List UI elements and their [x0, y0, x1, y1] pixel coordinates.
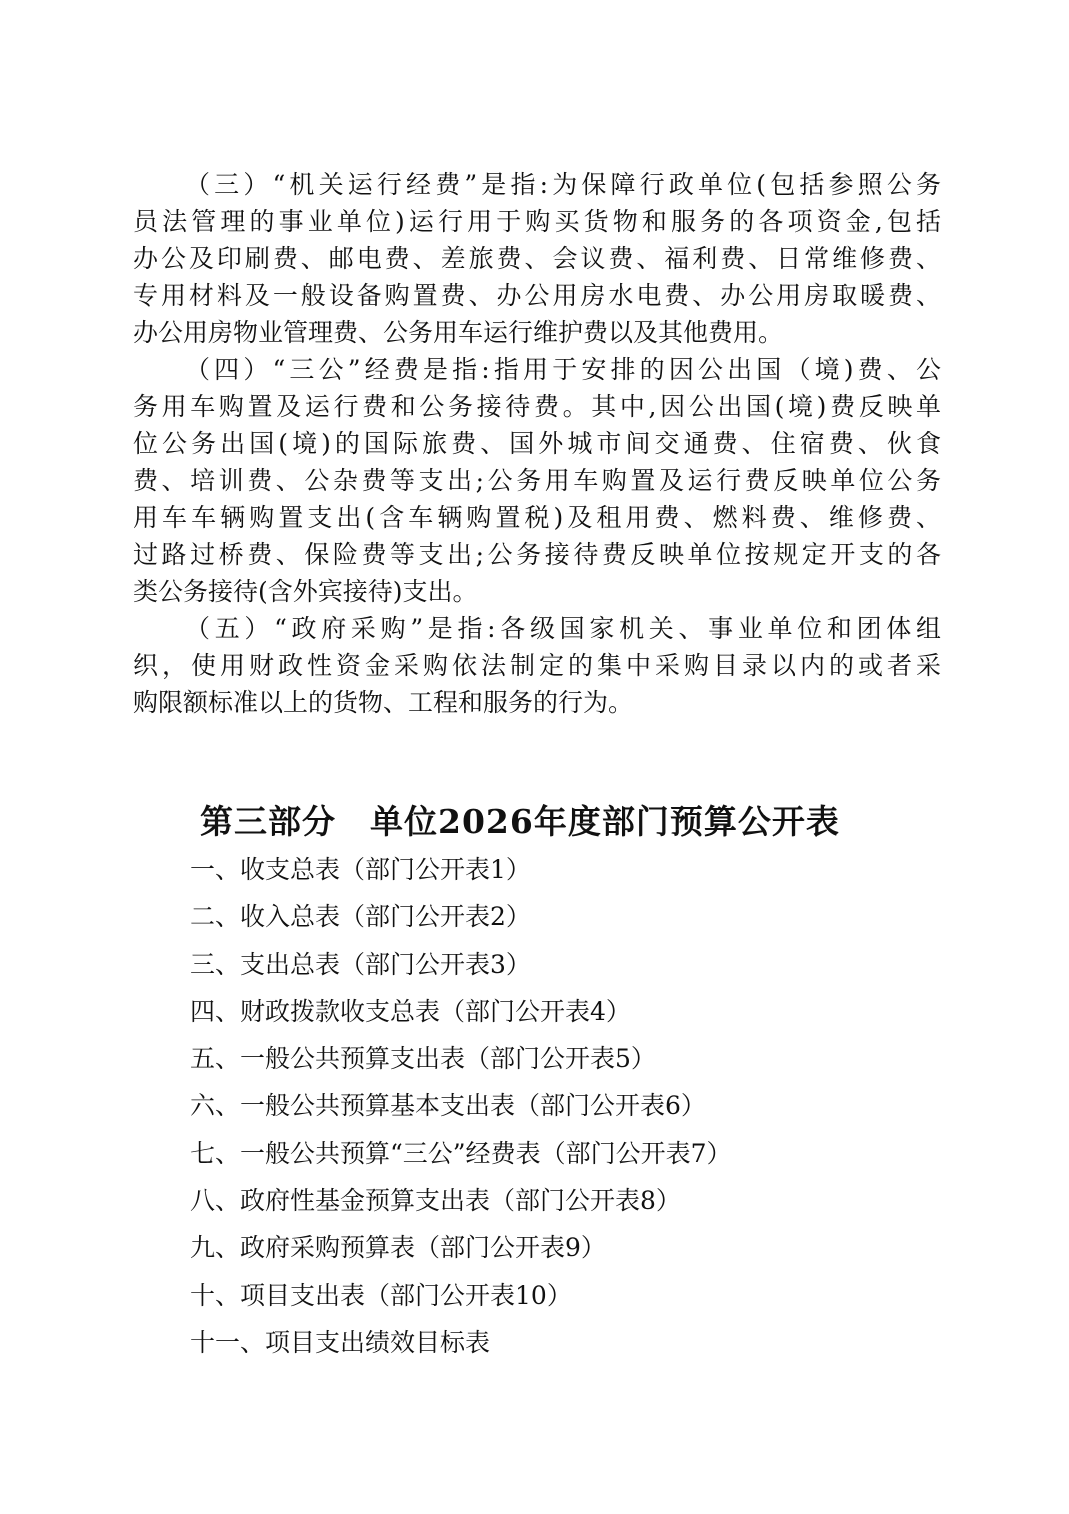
list-item: 七、一般公共预算“三公”经费表（部门公开表7） — [190, 1138, 732, 1168]
paragraph-line: 位公务出国(境)的国际旅费、国外城市间交通费、住宿费、伙食 — [133, 429, 941, 458]
list-item: 四、财政拨款收支总表（部门公开表4） — [190, 996, 631, 1026]
list-item: 十、项目支出表（部门公开表10） — [190, 1280, 572, 1310]
paragraph-line: 专用材料及一般设备购置费、办公用房水电费、办公用房取暖费、 — [133, 281, 941, 310]
paragraph-line: 购限额标准以上的货物、工程和服务的行为。 — [133, 688, 634, 717]
paragraph-line: （三）“机关运行经费”是指:为保障行政单位(包括参照公务 — [185, 170, 941, 199]
list-item: 二、收入总表（部门公开表2） — [190, 902, 531, 932]
paragraph-line: 办公用房物业管理费、公务用车运行维护费以及其他费用。 — [133, 318, 784, 347]
paragraph-line: 用车车辆购置支出(含车辆购置税)及租用费、燃料费、维修费、 — [133, 503, 941, 532]
paragraph-line: 办公及印刷费、邮电费、差旅费、会议费、福利费、日常维修费、 — [133, 244, 941, 273]
paragraph-line: （五）“政府采购”是指:各级国家机关、事业单位和团体组 — [185, 614, 941, 643]
table-list — [190, 846, 731, 1366]
list-item: 八、政府性基金预算支出表（部门公开表8） — [190, 1186, 681, 1216]
paragraph-line: 织，使用财政性资金采购依法制定的集中采购目录以内的或者采 — [133, 651, 941, 680]
list-item: 十一、项目支出绩效目标表 — [190, 1327, 491, 1357]
paragraph-line: 费、培训费、公杂费等支出;公务用车购置及运行费反映单位公务 — [133, 466, 941, 495]
paragraph-line: 员法管理的事业单位)运行用于购买货物和服务的各项资金,包括 — [133, 207, 941, 236]
list-item: 三、支出总表（部门公开表3） — [190, 949, 531, 979]
paragraph-line: （四）“三公”经费是指:指用于安排的因公出国（境)费、公 — [185, 355, 941, 384]
paragraph-line: 过路过桥费、保险费等支出;公务接待费反映单位按规定开支的各 — [133, 540, 941, 569]
definitions-paragraphs — [133, 166, 941, 721]
paragraph-line: 类公务接待(含外宾接待)支出。 — [133, 577, 478, 606]
list-item: 六、一般公共预算基本支出表（部门公开表6） — [190, 1091, 706, 1121]
list-item: 九、政府采购预算表（部门公开表9） — [190, 1233, 606, 1263]
list-item: 五、一般公共预算支出表（部门公开表5） — [190, 1044, 656, 1074]
section-title: 第三部分 单位2026年度部门预算公开表 — [200, 802, 840, 841]
paragraph-line: 务用车购置及运行费和公务接待费。其中,因公出国(境)费反映单 — [133, 392, 941, 421]
list-item: 一、收支总表（部门公开表1） — [190, 855, 531, 884]
